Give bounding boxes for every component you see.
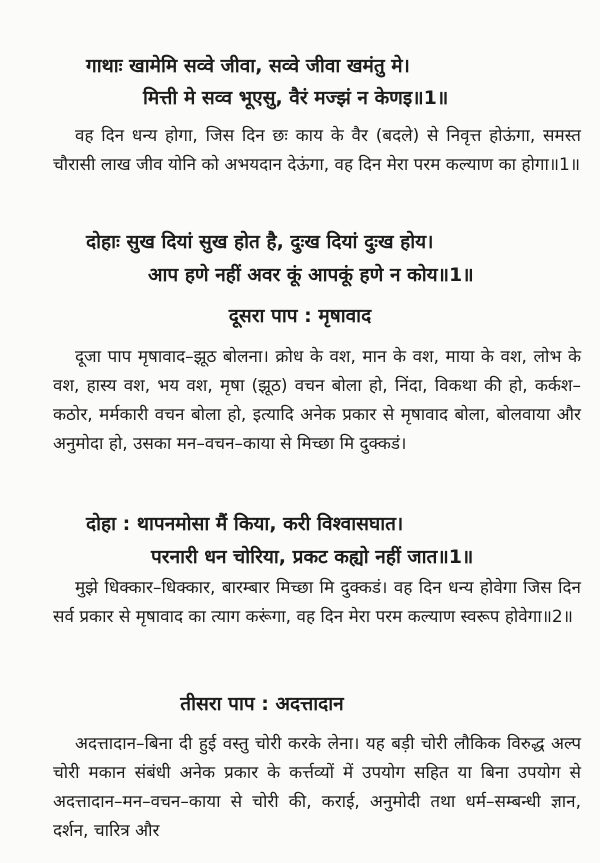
doha-1-verse — [0, 228, 600, 289]
doha-2-line-2: परनारी धन चोरिया, प्रकट कह्यो नहीं जात॥1॥ — [151, 546, 474, 568]
doha-1-label: दोहाः — [86, 231, 120, 253]
doha-1-line-1: सुख दियां सुख होत है, दुःख दियां दुःख होय। — [126, 231, 434, 253]
paragraph-1: वह दिन धन्य होगा, जिस दिन छः काय के वैर (बदले) से निवृत्त होऊंगा, समस्त चौरासी लाख जीव योनि को अभयदान देऊंगा, वह दिन मेरा परम कल्याण का होगा॥1॥ — [53, 126, 581, 175]
paragraph-2: दूजा पाप मृषावाद–झूठ बोलना। क्रोध के वश, मान के वश, माया के वश, लोभ के वश, हास्य वश, भय वश, मृषा (झूठ) वचन बोला हो, निंदा, विकथा की हो, कर्कश–कठोर, मर्मकारी वचन बोला हो, इत्यादि अनेक प्रकार से मृषावाद बोला, बोलवाया और अनुमोदा हो, उसका मन–वचन–काया से मिच्छा मि दुक्कडं। — [53, 347, 581, 454]
gatha-line-2: मित्ती मे सव्व भूएसु, वैरं मज्झं न केणइ॥1॥ — [143, 87, 449, 109]
doha-1-line-2: आप हणे नहीं अवर कूं आपकूं हणे न कोय॥1॥ — [148, 264, 474, 286]
section-heading-3: तीसरा पाप : अदत्तादान — [180, 693, 344, 715]
gatha-line-1: खामेमि सव्वे जीवा, सव्वे जीवा खमंतु मे। — [129, 55, 410, 77]
section-heading-2: दूसरा पाप : मृषावाद — [228, 305, 372, 327]
gatha-label: गाथाः — [86, 55, 123, 77]
doha-2-label: दोहा : — [86, 513, 131, 535]
paragraph-3: मुझे धिक्कार–धिक्कार, बारम्बार मिच्छा मि दुक्कडं। वह दिन धन्य होवेगा जिस दिन सर्व प्रकार से मृषावाद का त्याग करूंगा, वह दिन मेरा परम कल्याण स्वरूप होवेगा॥2॥ — [53, 578, 581, 627]
doha-2-verse — [0, 510, 600, 571]
paragraph-4: अदत्तादान–बिना दी हुई वस्तु चोरी करके लेना। यह बड़ी चोरी लौकिक विरुद्ध अल्प चोरी मकान संबंधी अनेक प्रकार के कर्त्तव्यों में उपयोग सहित या बिना उपयोग से अदत्तादान–मन–वचन–काया से चोरी की, कराई, अनुमोदी तथा धर्म–सम्बन्धी ज्ञान, दर्शन, चारित्र और — [53, 734, 581, 841]
doha-2-line-1: थापनमोसा मैं किया, करी विश्वासघात। — [136, 513, 404, 535]
gatha-verse — [0, 52, 600, 112]
